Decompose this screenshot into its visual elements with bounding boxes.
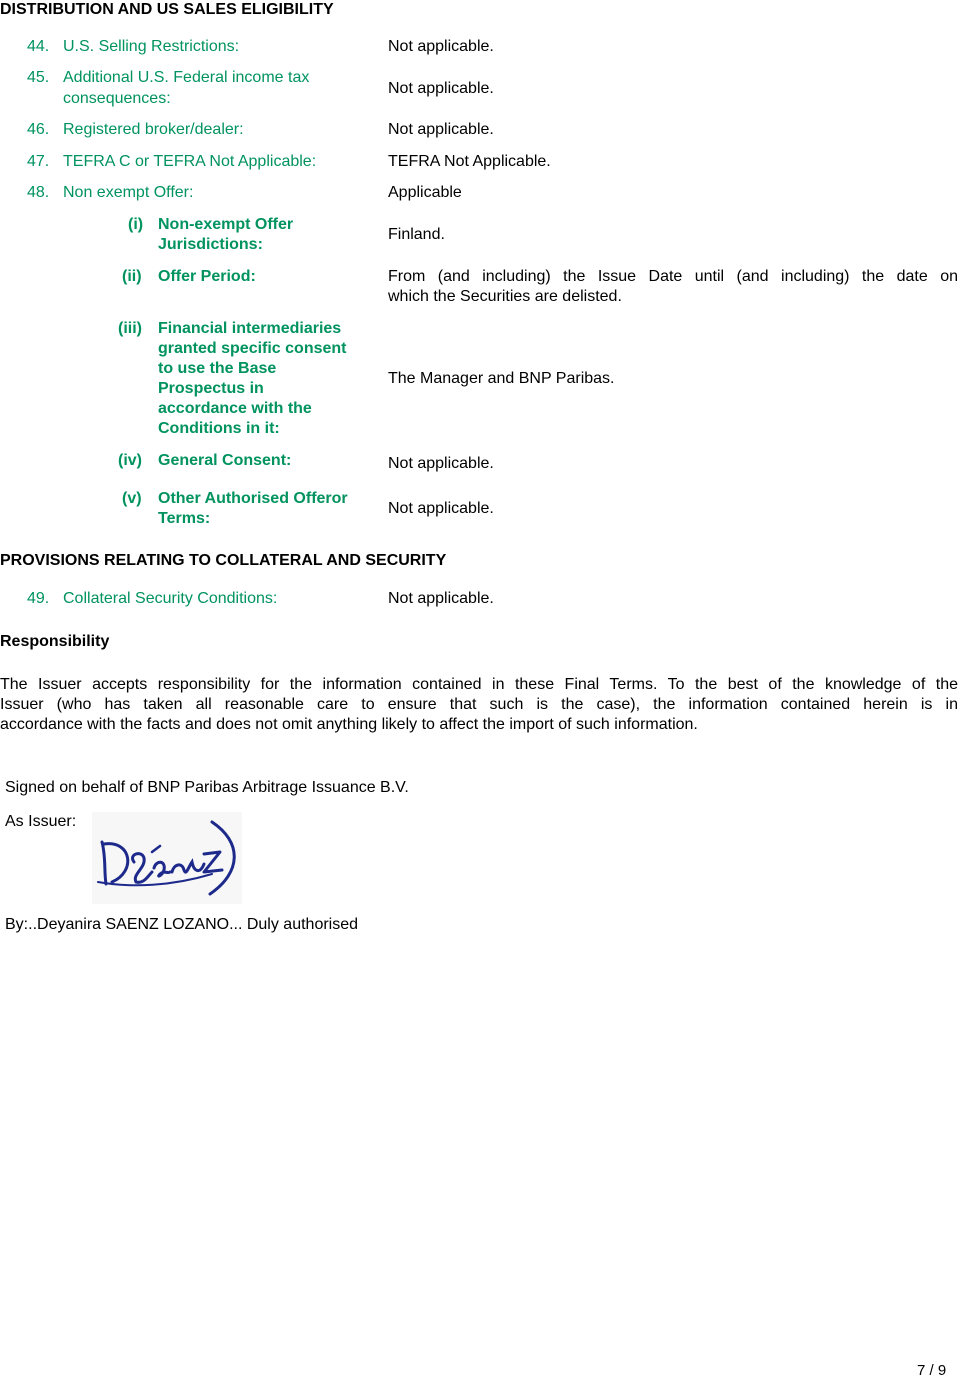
item-value-46: Not applicable. — [388, 121, 494, 138]
item-number-48: 48. — [27, 184, 50, 201]
subitem-value-iii: The Manager and BNP Paribas. — [388, 370, 615, 387]
signed-on-behalf-text: Signed on behalf of BNP Paribas Arbitrage Issuance B.V. — [5, 779, 409, 796]
item-value-45: Not applicable. — [388, 80, 494, 97]
signature-image — [92, 812, 242, 904]
subitem-number-iv: (iv) — [118, 452, 142, 469]
subitem-value-i: Finland. — [388, 226, 445, 243]
item-number-45: 45. — [27, 69, 50, 86]
subitem-number-ii: (ii) — [122, 268, 142, 285]
subitem-label-iii-line5: accordance with the — [158, 400, 312, 417]
subitem-label-i-line2: Jurisdictions: — [158, 236, 263, 253]
subitem-value-ii-line2: which the Securities are delisted. — [388, 288, 622, 305]
item-value-48: Applicable — [388, 184, 462, 201]
item-value-49: Not applicable. — [388, 590, 494, 607]
item-label-45-line2: consequences: — [63, 90, 171, 107]
subitem-label-v-line1: Other Authorised Offeror — [158, 490, 348, 507]
subitem-number-iii: (iii) — [118, 320, 142, 337]
subitem-value-v: Not applicable. — [388, 500, 494, 517]
item-label-47: TEFRA C or TEFRA Not Applicable: — [63, 153, 317, 170]
handwritten-signature — [92, 812, 242, 904]
subitem-label-iv: General Consent: — [158, 452, 292, 469]
item-number-47: 47. — [27, 153, 50, 170]
subitem-number-v: (v) — [122, 490, 142, 507]
item-value-44: Not applicable. — [388, 38, 494, 55]
responsibility-paragraph-line1: The Issuer accepts responsibility for the information contained in these Final Terms. To the best of the knowledge of the — [0, 676, 958, 693]
item-label-49: Collateral Security Conditions: — [63, 590, 278, 607]
section-heading-distribution: DISTRIBUTION AND US SALES ELIGIBILITY — [0, 1, 334, 18]
item-label-48: Non exempt Offer: — [63, 184, 194, 201]
item-value-47: TEFRA Not Applicable. — [388, 153, 551, 170]
section-heading-responsibility: Responsibility — [0, 633, 110, 650]
item-label-45-line1: Additional U.S. Federal income tax — [63, 69, 310, 86]
subitem-label-iii-line2: granted specific consent — [158, 340, 347, 357]
subitem-label-v-line2: Terms: — [158, 510, 211, 527]
responsibility-paragraph-line3: accordance with the facts and does not omit anything likely to affect the import of such information. — [0, 716, 698, 733]
subitem-value-iv: Not applicable. — [388, 455, 494, 472]
page-number: 7 / 9 — [917, 1362, 947, 1379]
subitem-label-iii-line3: to use the Base — [158, 360, 277, 377]
responsibility-paragraph-line2: Issuer (who has taken all reasonable care to ensure that such is the case), the information contained herein is in — [0, 696, 958, 713]
subitem-value-ii-line1: From (and including) the Issue Date until (and including) the date on — [388, 268, 958, 285]
subitem-number-i: (i) — [128, 216, 144, 233]
subitem-label-ii: Offer Period: — [158, 268, 256, 285]
subitem-label-i-line1: Non-exempt Offer — [158, 216, 294, 233]
item-label-46: Registered broker/dealer: — [63, 121, 244, 138]
item-number-49: 49. — [27, 590, 50, 607]
item-number-46: 46. — [27, 121, 50, 138]
as-issuer-label: As Issuer: — [5, 813, 77, 830]
subitem-label-iii-line6: Conditions in it: — [158, 420, 280, 437]
signed-by-line: By:..Deyanira SAENZ LOZANO... Duly authorised — [5, 916, 359, 933]
section-heading-collateral: PROVISIONS RELATING TO COLLATERAL AND SECURITY — [0, 552, 447, 569]
item-number-44: 44. — [27, 38, 50, 55]
subitem-label-iii-line4: Prospectus in — [158, 380, 264, 397]
subitem-label-iii-line1: Financial intermediaries — [158, 320, 342, 337]
item-label-44: U.S. Selling Restrictions: — [63, 38, 240, 55]
